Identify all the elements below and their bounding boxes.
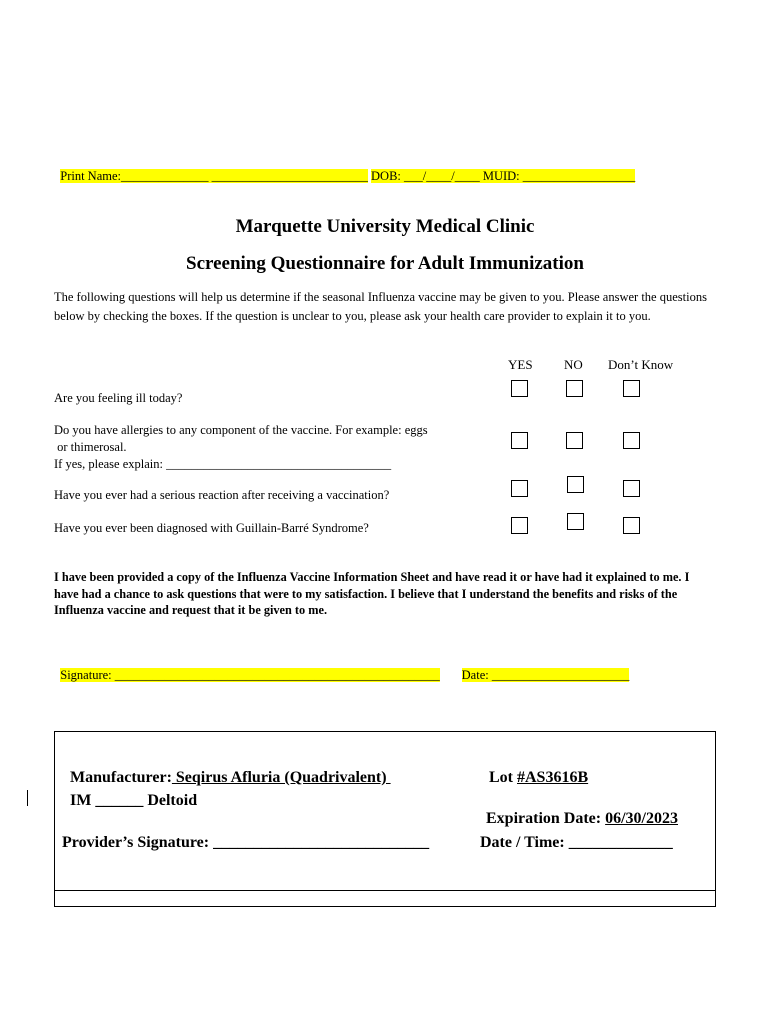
expiration-row — [478, 792, 678, 828]
column-dont-know: Don’t Know — [608, 357, 674, 372]
route-field[interactable]: IM ______ Deltoid — [70, 792, 198, 809]
allergies-explain-field[interactable]: If yes, please explain: ____________________________________ — [54, 457, 392, 471]
checkbox-ill-dont-know[interactable] — [623, 380, 640, 397]
checkbox-reaction-dont-know[interactable] — [623, 480, 640, 497]
dob-field[interactable]: DOB: ___/____/____ — [371, 169, 480, 183]
checkbox-gbs-no[interactable] — [567, 513, 584, 530]
manufacturer-row — [62, 751, 391, 787]
checkbox-gbs-dont-know[interactable] — [623, 517, 640, 534]
margin-mark — [27, 790, 28, 806]
date-time-field[interactable]: Date / Time: _____________ — [480, 834, 673, 851]
lot-value: #AS3616B — [517, 769, 589, 786]
lot-row — [481, 751, 588, 787]
checkbox-ill-yes[interactable] — [511, 380, 528, 397]
checkbox-reaction-yes[interactable] — [511, 480, 528, 497]
checkbox-allergies-yes[interactable] — [511, 432, 528, 449]
column-yes: YES — [508, 357, 533, 372]
question-guillain-barre: Have you ever been diagnosed with Guillain-Barré Syndrome? — [54, 521, 369, 535]
signature-field[interactable]: Signature: ____________________________________________________ — [60, 668, 440, 682]
checkbox-allergies-no[interactable] — [566, 432, 583, 449]
checkbox-allergies-dont-know[interactable] — [623, 432, 640, 449]
expiration-label: Expiration Date: — [486, 810, 606, 827]
checkbox-reaction-no[interactable] — [567, 476, 584, 493]
question-ill-today: Are you feeling ill today? — [54, 391, 183, 405]
signature-date-field[interactable]: Date: ______________________ — [461, 668, 630, 682]
manufacturer-label: Manufacturer: — [70, 769, 172, 786]
signature-row — [54, 650, 630, 682]
expiration-value: 06/30/2023 — [605, 810, 678, 827]
intro-text: The following questions will help us determine if the seasonal Influenza vaccine may be given to you. Please answer the questions below by checking the boxes. If the question is unclear to you, please ask your health care provider to explain it to you. — [54, 290, 707, 323]
column-no: NO — [564, 357, 583, 372]
lot-label: Lot — [489, 769, 517, 786]
clinic-title: Marquette University Medical Clinic — [235, 216, 535, 237]
print-name-field[interactable]: Print Name:______________ _________________________ — [60, 169, 368, 183]
muid-field[interactable]: MUID: __________________ — [482, 169, 636, 183]
provider-box-divider — [55, 890, 715, 891]
checkbox-ill-no[interactable] — [566, 380, 583, 397]
manufacturer-value: Seqirus Afluria (Quadrivalent) — [171, 769, 391, 786]
provider-signature-field[interactable]: Provider’s Signature: ___________________________ — [62, 834, 430, 851]
consent-statement: I have been provided a copy of the Influenza Vaccine Information Sheet and have read it or have had it explained to me. I have had a chance to ask questions that were to my satisfaction. I believe that I understand the benefits and risks of the Influenza vaccine and request that it be given to me. — [54, 570, 690, 617]
header-fields — [54, 151, 636, 183]
checkbox-gbs-yes[interactable] — [511, 517, 528, 534]
questionnaire-title: Screening Questionnaire for Adult Immunization — [186, 253, 584, 274]
question-allergies-line2: or thimerosal. — [54, 440, 127, 454]
question-allergies: Do you have allergies to any component of the vaccine. For example: eggs — [54, 423, 428, 437]
question-serious-reaction: Have you ever had a serious reaction after receiving a vaccination? — [54, 488, 390, 502]
